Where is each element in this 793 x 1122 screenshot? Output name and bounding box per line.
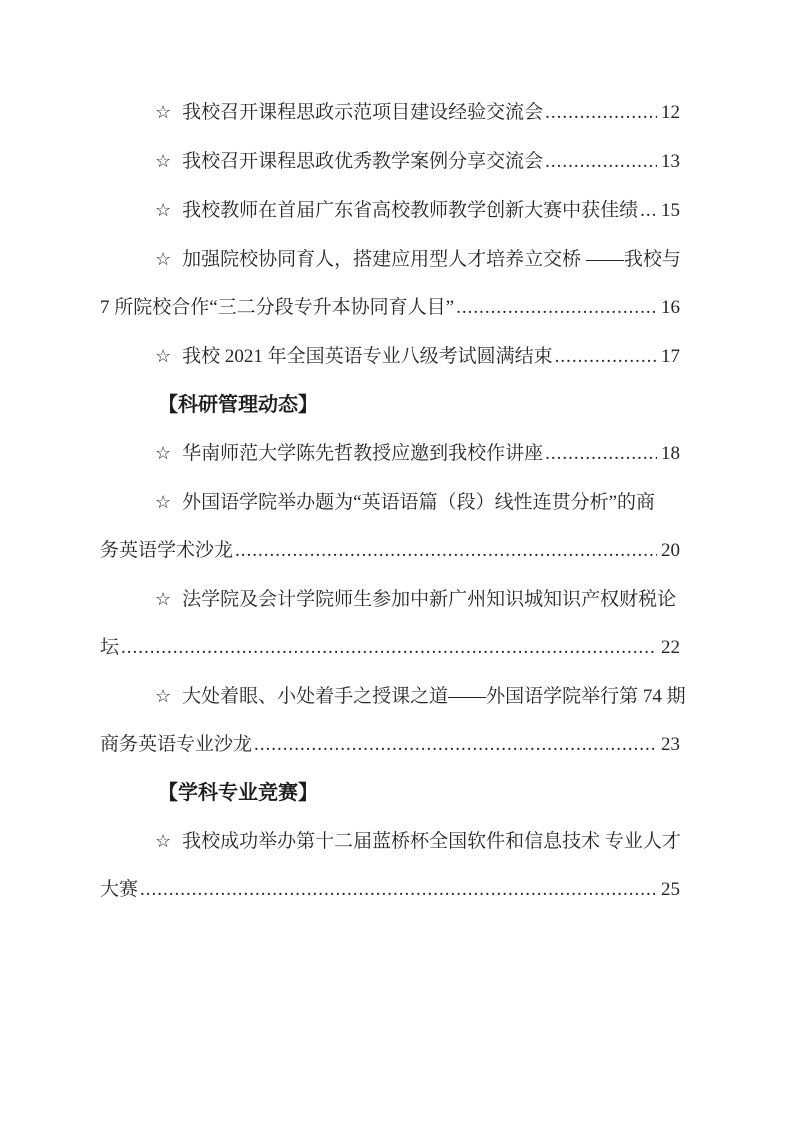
toc-entry-line2 bbox=[100, 624, 680, 672]
toc-entry-title-continued: 7 所院校合作“三二分段专升本协同育人目” bbox=[100, 297, 455, 318]
dot-leader bbox=[545, 138, 657, 186]
toc-entry[interactable] bbox=[100, 817, 680, 914]
toc-entry-title: 法学院及会计学院师生参加中新广州知识城知识产权财税论 bbox=[182, 589, 677, 610]
section-header-competitions: 【学科专业竞赛】 bbox=[158, 782, 318, 804]
toc-entry-title: 大处着眼、小处着手之授课之道——外国语学院举行第 74 期 bbox=[182, 686, 686, 707]
section-header-research: 【科研管理动态】 bbox=[158, 394, 318, 416]
star-icon: ☆ bbox=[155, 151, 172, 171]
toc-entry[interactable] bbox=[100, 186, 680, 235]
toc-entry-title: 外国语学院举办题为“英语语篇（段）线性连贯分析”的商 bbox=[182, 492, 656, 513]
toc-entry-title: 我校 2021 年全国英语专业八级考试圆满结束 bbox=[182, 346, 553, 367]
toc-entry[interactable] bbox=[100, 235, 680, 332]
star-icon: ☆ bbox=[155, 686, 172, 706]
toc-entry-line2 bbox=[100, 527, 680, 575]
table-of-contents bbox=[100, 88, 686, 914]
toc-entry[interactable] bbox=[100, 575, 680, 672]
toc-entry-title: 我校召开课程思政示范项目建设经验交流会 bbox=[182, 102, 544, 123]
toc-entry-title-continued: 大赛 bbox=[100, 879, 139, 900]
toc-page-number: 22 bbox=[661, 637, 680, 658]
dot-leader bbox=[545, 430, 657, 478]
toc-entry-title: 我校成功举办第十二届蓝桥杯全国软件和信息技术 专业人才 bbox=[182, 831, 681, 852]
dot-leader bbox=[545, 89, 657, 137]
star-icon: ☆ bbox=[155, 102, 172, 122]
toc-entry-title: 加强院校协同育人，搭建应用型人才培养立交桥 ——我校与 bbox=[182, 249, 681, 270]
toc-entry-title-continued: 务英语学术沙龙 bbox=[100, 540, 234, 561]
toc-page-number: 18 bbox=[661, 443, 680, 464]
toc-entry[interactable] bbox=[100, 429, 680, 478]
toc-entry-line1 bbox=[100, 817, 680, 866]
dot-leader bbox=[140, 866, 657, 914]
dot-leader bbox=[235, 527, 657, 575]
toc-entry-line1 bbox=[100, 478, 680, 527]
toc-entry[interactable] bbox=[100, 672, 686, 769]
toc-entry-title-continued: 商务英语专业沙龙 bbox=[100, 734, 253, 755]
dot-leader bbox=[555, 333, 657, 381]
star-icon: ☆ bbox=[155, 249, 172, 269]
toc-page-number: 16 bbox=[661, 297, 680, 318]
toc-page-number: 25 bbox=[661, 879, 680, 900]
toc-entry-line1 bbox=[100, 575, 680, 624]
toc-page-number: 20 bbox=[661, 540, 680, 561]
toc-entry[interactable] bbox=[100, 88, 680, 137]
toc-entry[interactable] bbox=[100, 478, 680, 575]
star-icon: ☆ bbox=[155, 443, 172, 463]
star-icon: ☆ bbox=[155, 831, 172, 851]
toc-entry-title: 我校召开课程思政优秀教学案例分享交流会 bbox=[182, 151, 544, 172]
toc-entry-line2 bbox=[100, 866, 680, 914]
toc-page-number: 23 bbox=[661, 734, 680, 755]
star-icon: ☆ bbox=[155, 346, 172, 366]
toc-page-number: 15 bbox=[661, 200, 680, 221]
toc-page-number: 13 bbox=[661, 151, 680, 172]
dot-leader bbox=[640, 187, 657, 235]
toc-page-number: 12 bbox=[661, 102, 680, 123]
star-icon: ☆ bbox=[155, 200, 172, 220]
dot-leader bbox=[121, 624, 657, 672]
toc-entry[interactable] bbox=[100, 137, 680, 186]
toc-page-number: 17 bbox=[661, 346, 680, 367]
toc-entry-line2 bbox=[100, 284, 680, 332]
toc-entry-title: 华南师范大学陈先哲教授应邀到我校作讲座 bbox=[182, 443, 544, 464]
toc-entry-title: 我校教师在首届广东省高校教师教学创新大赛中获佳绩 bbox=[182, 200, 639, 221]
star-icon: ☆ bbox=[155, 589, 172, 609]
dot-leader bbox=[254, 721, 657, 769]
toc-entry-line2 bbox=[100, 721, 680, 769]
toc-entry[interactable] bbox=[100, 332, 680, 381]
dot-leader bbox=[456, 284, 657, 332]
toc-entry-line1 bbox=[100, 672, 686, 721]
toc-entry-line1 bbox=[100, 235, 680, 284]
toc-entry-title-continued: 坛 bbox=[100, 637, 120, 658]
star-icon: ☆ bbox=[155, 492, 172, 512]
